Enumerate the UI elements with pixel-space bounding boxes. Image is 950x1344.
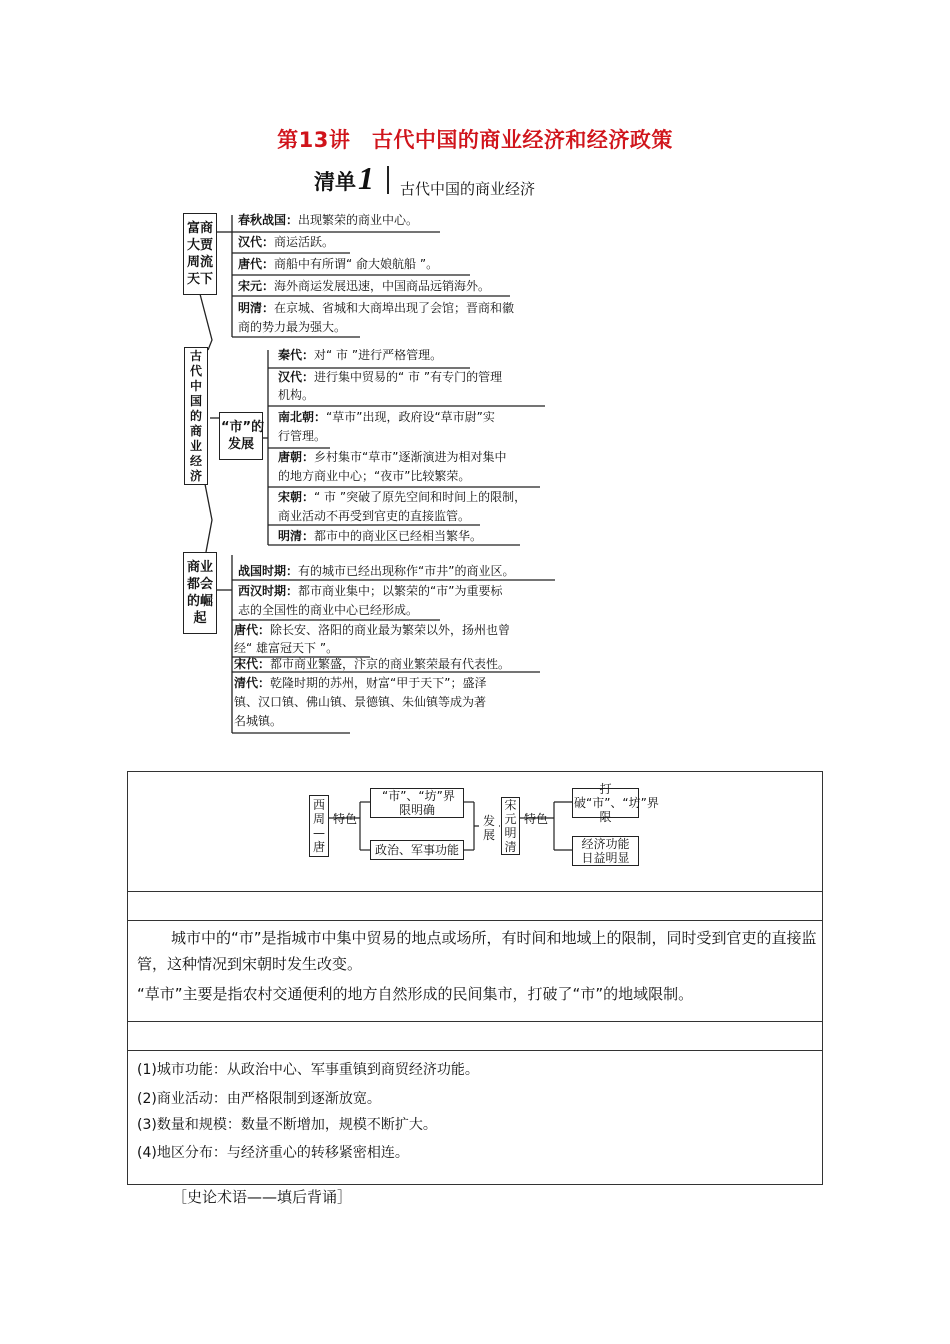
flow-box-xizhou-tang-text: 西周—唐 [312, 798, 325, 854]
era-label: 战国时期： [238, 564, 299, 578]
flow-box-economic-function [572, 836, 639, 866]
branch2-item-qin [278, 346, 442, 364]
branch3-item-song [234, 655, 510, 673]
branch3-item-qing-cont: 镇、汉口镇、佛山镇、景德镇、朱仙镇等成为著 [234, 695, 487, 709]
flow-feature-label-1: 特色 [333, 812, 358, 826]
branch3-item-qing-cont2: 名城镇。 [234, 714, 283, 728]
era-label: 西汉时期： [238, 584, 299, 598]
flow-develop-label-text: 发展 [482, 814, 495, 842]
flow-diagram-connectors [128, 772, 824, 891]
flow-box-break-boundary-text: 打破“市”、“坊”界限 [574, 782, 659, 824]
era-text: “ 市 ”突破了原先空间和时间上的限制， [314, 490, 527, 504]
list-heading-subtitle: 古代中国的商业经济 [400, 180, 536, 198]
era-text: 在京城、省城和大商埠出现了会馆；晋商和徽 [274, 301, 515, 315]
point-3: (3)数量和规模：数量不断增加，规模不断扩大。 [137, 1117, 437, 1133]
flow-box-xizhou-tang [309, 795, 329, 857]
era-label: 明清： [278, 529, 315, 543]
flow-box-political-military: 政治、军事功能 [370, 840, 464, 860]
era-text: 有的城市已经出现称作“市井”的商业区。 [298, 564, 515, 578]
branch1-item-tang [238, 255, 438, 273]
branch-label-commercial-cities-text: 商业都会的崛起 [186, 560, 213, 626]
list-heading-number: 1 [358, 160, 374, 196]
branch3-item-warring-states [238, 562, 514, 580]
era-label: 秦代： [278, 348, 315, 362]
table-row-divider [128, 1050, 822, 1051]
era-label: 南北朝： [278, 410, 327, 424]
era-text: 都市商业集中；以繁荣的“市”为重要标 [298, 584, 503, 598]
era-label: 汉代： [238, 235, 275, 249]
branch3-item-qing [234, 674, 486, 692]
era-text: 出现繁荣的商业中心。 [298, 213, 419, 227]
era-text: 进行集中贸易的“ 市 ”有专门的管理 [314, 370, 503, 384]
table-row-divider [128, 891, 822, 892]
era-label: 春秋战国： [238, 213, 299, 227]
flow-box-shi-fang-boundary [370, 788, 464, 818]
branch1-item-spring-autumn [238, 211, 418, 229]
flow-box-song-yuan-ming-qing-text: 宋元明清 [504, 798, 517, 854]
flow-develop-label [479, 808, 499, 848]
branch-label-rich-merchants [183, 213, 217, 295]
era-text: 海外商运发展迅速，中国商品远销海外。 [274, 279, 491, 293]
branch2-item-han [278, 368, 502, 386]
era-label: 宋元： [238, 279, 275, 293]
era-text: 商运活跃。 [274, 235, 335, 249]
era-label: 宋朝： [278, 490, 315, 504]
table-row-divider [128, 1021, 822, 1022]
page-title: 第13讲 古代中国的商业经济和经济政策 [277, 128, 673, 152]
era-label: 宋代： [234, 657, 271, 671]
flow-box-economic-function-text: 经济功能日益明显 [581, 837, 630, 865]
era-label: 明清： [238, 301, 275, 315]
mindmap-center [184, 347, 208, 485]
era-text: 都市商业繁盛，汴京的商业繁荣最有代表性。 [270, 657, 511, 671]
branch-label-commercial-cities [183, 552, 217, 634]
branch2-item-song [278, 488, 526, 506]
era-label: 唐朝： [278, 450, 315, 464]
branch2-item-nanbei-cont: 行管理。 [278, 429, 327, 443]
branch-label-market-development [219, 412, 263, 460]
branch2-item-song-cont: 商业活动不再受到官吏的直接监管。 [278, 509, 471, 523]
table-row-divider [128, 920, 822, 921]
era-label: 清代： [234, 676, 271, 690]
point-2: (2)商业活动：由严格限制到逐渐放宽。 [137, 1091, 381, 1107]
era-text: 乡村集市“草市”逐渐演进为相对集中 [314, 450, 507, 464]
branch-label-rich-merchants-text: 富商大贾周流天下 [186, 221, 213, 287]
branch3-item-western-han [238, 582, 502, 600]
branch3-item-tang [234, 621, 510, 639]
branch-label-market-development-text: “市”的发展 [221, 420, 265, 452]
branch1-item-song-yuan [238, 277, 490, 295]
branch1-item-han [238, 233, 334, 251]
branch1-item-ming-qing-cont: 商的势力最为强大。 [238, 320, 347, 334]
flow-box-break-boundary [572, 782, 659, 824]
era-text: 对“ 市 ”进行严格管理。 [314, 348, 443, 362]
era-text: 都市中的商业区已经相当繁华。 [314, 529, 483, 543]
era-label: 汉代： [278, 370, 315, 384]
branch1-item-ming-qing [238, 299, 514, 317]
era-text: 乾隆时期的苏州，财富“甲于天下”；盛泽 [270, 676, 487, 690]
point-1: (1)城市功能：从政治中心、军事重镇到商贸经济功能。 [137, 1062, 479, 1078]
branch3-item-western-han-cont: 志的全国性的商业中心已经形成。 [238, 603, 419, 617]
era-text: 除长安、洛阳的商业最为繁荣以外，扬州也曾 [270, 623, 511, 637]
era-label: 唐代： [238, 257, 275, 271]
flow-box-song-yuan-ming-qing [501, 797, 520, 855]
branch2-item-nanbei [278, 408, 495, 426]
point-4: (4)地区分布：与经济重心的转移紧密相连。 [137, 1145, 409, 1161]
mindmap-center-text: 古代中国的商业经济 [189, 348, 202, 483]
era-label: 唐代： [234, 623, 271, 637]
paragraph-grass-market: “草市”主要是指农村交通便利的地方自然形成的民间集市，打破了“市”的地域限制。 [137, 985, 694, 1003]
branch3-item-tang-cont: 经“ 雄富冠天下 ”。 [234, 641, 339, 655]
paragraph-city-market: 城市中的“市”是指城市中集中贸易的地点或场所，有时间和地域上的限制，同时受到官吏的直接监管，这种情况到宋朝时发生改变。 [137, 929, 817, 973]
summary-table [127, 771, 823, 1185]
terminology-heading: ［史论术语——填后背诵］ [172, 1188, 353, 1206]
branch2-item-tang-cont: 的地方商业中心；“夜市”比较繁荣。 [278, 469, 471, 483]
era-text: 商船中有所谓“ 俞大娘航船 ”。 [274, 257, 439, 271]
branch2-item-tang [278, 448, 506, 466]
flow-feature-label-2: 特色 [524, 812, 549, 826]
branch2-item-han-cont: 机构。 [278, 388, 315, 402]
list-heading-label: 清单 [314, 170, 356, 194]
era-text: “草市”出现，政府设“草市尉”实 [326, 410, 495, 424]
flow-box-shi-fang-boundary-text: “市”、“坊”界限明确 [382, 789, 455, 817]
branch2-item-ming-qing [278, 527, 482, 545]
